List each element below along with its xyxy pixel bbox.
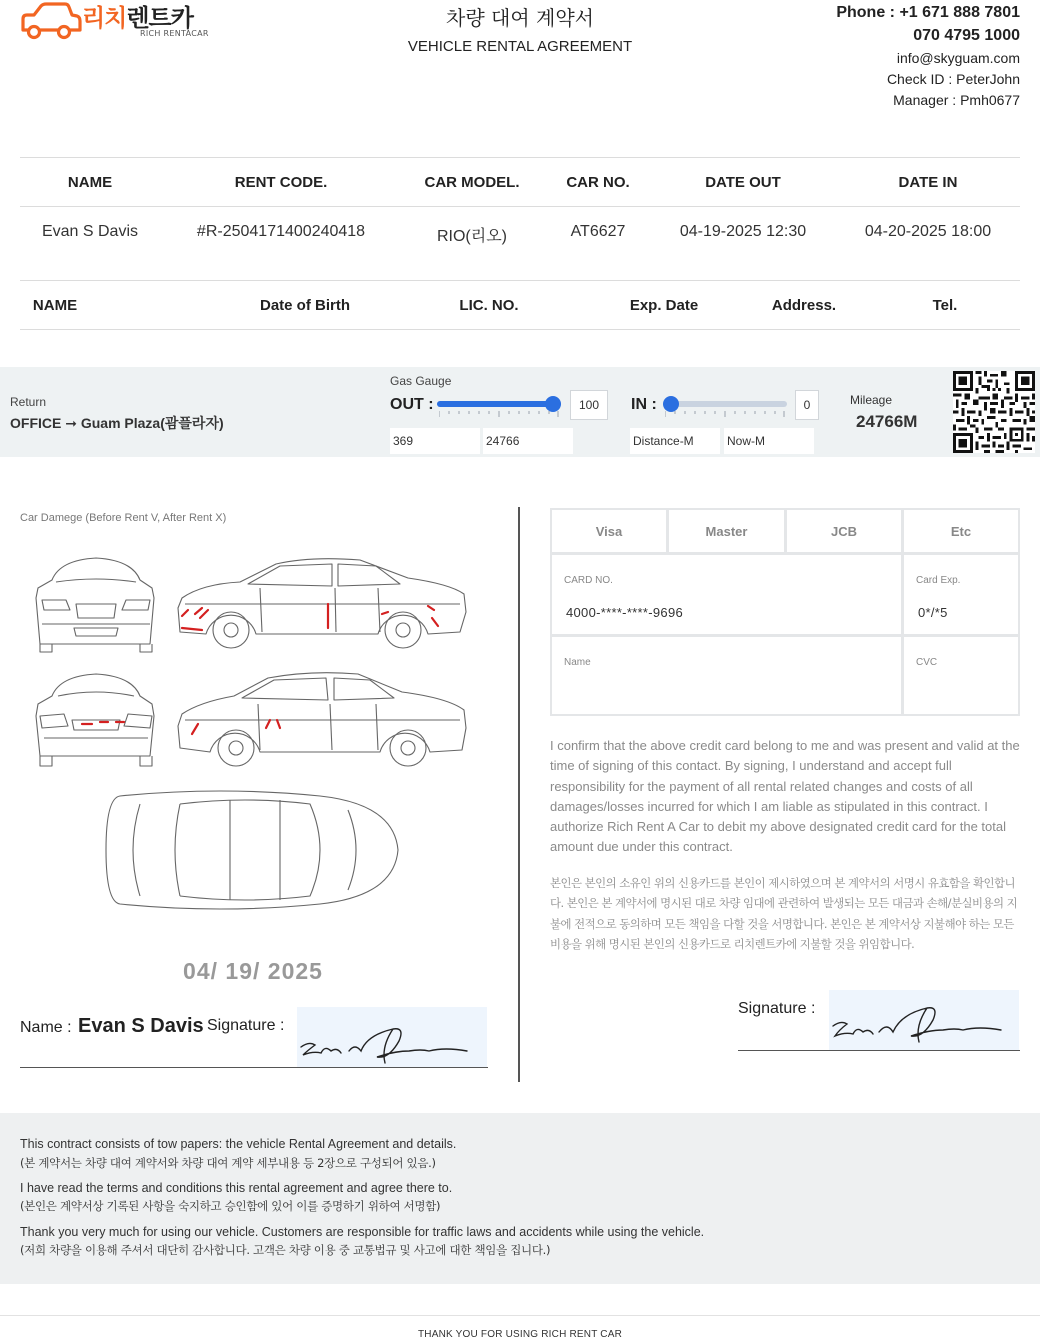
car-front-view-icon <box>36 558 154 652</box>
check-id: Check ID : PeterJohn <box>886 71 1020 87</box>
mileage-value: 24766M <box>856 412 918 431</box>
brand-name-en: RICH RENTACAR <box>140 29 209 38</box>
brand-name-accent: 리치 <box>82 4 127 32</box>
note-2-en: I have read the terms and conditions this rental agreement and agree there to. <box>20 1181 453 1195</box>
rental-header-car-no: CAR NO. <box>566 174 630 191</box>
slider-thumb[interactable] <box>545 396 561 412</box>
note-1-en: This contract consists of tow papers: the vehicle Rental Agreement and details. <box>20 1137 457 1151</box>
driver-header-address: Address. <box>771 297 837 314</box>
card-exp-value: 0*/*5 <box>918 605 948 620</box>
rental-header-date-in: DATE IN <box>898 174 958 191</box>
phone-secondary: 070 4795 1000 <box>913 27 1020 44</box>
out-label: OUT : <box>390 396 434 413</box>
fuel-in-slider[interactable] <box>663 396 791 418</box>
card-type-jcb[interactable]: JCB <box>785 508 903 554</box>
slider-ticks <box>439 411 559 417</box>
signature-pad-left[interactable] <box>297 1007 487 1067</box>
driver-header-exp-date: Exp. Date <box>629 297 699 314</box>
cardholder-name-field[interactable] <box>550 635 903 716</box>
note-2-ko: (본인은 계약서상 기록된 사항을 숙지하고 승인함에 있어 이를 증명하기 위하여 서명함) <box>20 1199 441 1213</box>
out-now-input[interactable]: 24766 <box>483 428 573 454</box>
card-cvc-label: CVC <box>916 657 938 668</box>
signature-pad-right[interactable] <box>829 990 1019 1050</box>
contact-email: info@skyguam.com <box>896 50 1020 66</box>
rental-cell-car-model: RIO(리오) <box>436 228 507 245</box>
rental-header-date-out: DATE OUT <box>705 174 781 191</box>
gas-gauge-label: Gas Gauge <box>390 374 452 388</box>
driver-header-tel: Tel. <box>932 297 958 314</box>
car-side-view-left-icon <box>178 673 466 766</box>
slider-track <box>663 401 787 407</box>
card-exp-label: Card Exp. <box>916 575 961 586</box>
contract-date: 04/ 19/ 2025 <box>183 958 323 984</box>
table-divider <box>20 206 1020 207</box>
signature-label-right: Signature : <box>738 1000 816 1017</box>
driver-header-license: LIC. NO. <box>459 297 519 314</box>
card-type-etc[interactable]: Etc <box>902 508 1020 554</box>
rental-cell-date-in: 04-20-2025 18:00 <box>864 223 992 240</box>
in-now-input[interactable]: Now-M <box>724 428 814 454</box>
signature-line-left <box>20 1067 488 1068</box>
card-exp-field[interactable] <box>902 553 1020 636</box>
section-divider <box>518 507 520 1082</box>
car-logo-icon <box>20 2 82 42</box>
mileage-label: Mileage <box>850 393 893 407</box>
out-distance-input[interactable]: 369 <box>390 428 480 454</box>
brand-logo <box>20 0 230 44</box>
car-rear-view-icon <box>36 674 154 766</box>
renter-name-value: Evan S Davis <box>78 1015 204 1037</box>
consent-text-ko: 본인은 본인의 소유인 위의 신용카드를 본인이 제시하였으며 본 계약서의 서명시 유효함을 확인합니다. 본인은 본 계약서에 명시된 대로 차량 임대에 관련하여 발생되는 모든 대금과 손해/분실비용의 지불에 전적으로 동의하며 모든 책임을 다할 것을 서명합니다. 본인은 본 계약서상 지불해야 하는 모든 비용을 위해 명시된 본인의 신용카드로 리치렌트카에 지불할 것을 위임합니다. <box>550 876 1018 952</box>
car-damage-diagram[interactable] <box>30 548 480 918</box>
card-type-visa[interactable]: Visa <box>550 508 668 554</box>
rental-cell-rent-code: #R-2504171400240418 <box>196 223 366 240</box>
slider-fill <box>437 401 561 407</box>
rental-header-name: NAME <box>67 174 113 191</box>
signature-line-right <box>738 1050 1020 1051</box>
fuel-out-value[interactable]: 100 <box>570 390 608 420</box>
document-title-ko: 차량 대여 계약서 <box>446 6 594 30</box>
footer-divider <box>0 1315 1040 1316</box>
driver-header-name: NAME <box>32 297 78 314</box>
manager-id: Manager : Pmh0677 <box>893 92 1020 108</box>
table-divider <box>20 329 1020 330</box>
qr-code-icon <box>953 371 1035 453</box>
footer-thanks: THANK YOU FOR USING RICH RENT CAR <box>417 1329 623 1340</box>
card-number-field[interactable] <box>550 553 903 636</box>
rental-header-car-model: CAR MODEL. <box>424 174 520 191</box>
note-3-en: Thank you very much for using our vehicle. Customers are responsible for traffic laws and accidents while using the vehicle. <box>20 1225 705 1239</box>
in-label: IN : <box>631 396 657 413</box>
note-1-ko: (본 계약서는 차량 대여 계약서와 차량 대여 계약 세부내용 등 2장으로 구성되어 있음.) <box>20 1156 436 1170</box>
slider-ticks <box>665 411 785 417</box>
driver-header-dob: Date of Birth <box>260 297 350 314</box>
rental-cell-date-out: 04-19-2025 12:30 <box>679 223 807 240</box>
signature-left-icon <box>297 1007 487 1067</box>
phone-primary: Phone : +1 671 888 7801 <box>836 4 1020 21</box>
car-top-view-icon <box>106 791 398 909</box>
fuel-out-slider[interactable] <box>437 396 565 418</box>
table-divider <box>20 280 1020 281</box>
rental-cell-car-no: AT6627 <box>570 223 626 240</box>
in-distance-input[interactable]: Distance-M <box>630 428 720 454</box>
return-label: Return <box>10 395 47 409</box>
slider-thumb[interactable] <box>663 396 679 412</box>
card-type-master[interactable]: Master <box>667 508 786 554</box>
card-number-value: 4000-****-****-9696 <box>566 605 683 620</box>
signature-label-left: Signature : <box>207 1017 285 1034</box>
car-side-view-right-icon <box>178 559 466 648</box>
rental-header-rent-code: RENT CODE. <box>234 174 328 191</box>
card-cvc-field[interactable] <box>902 635 1020 716</box>
table-divider <box>20 157 1020 158</box>
note-3-ko: (저희 차량을 이용해 주셔서 대단히 감사합니다. 고객은 차량 이용 중 교통법규 및 사고에 대한 책임을 집니다.) <box>20 1243 551 1257</box>
consent-text-en: I confirm that the above credit card belong to me and was present and valid at the time of signing of this contact. By signing, I understand and accept full responsibility for the payment of all rental related changes and costs of all damages/losses incurred for which I am liable as stipulated in this contract. I authorize Rich Rent A Car to debit my above designated credit card for the total amount due under this contract. <box>550 738 1020 855</box>
brand-name-rest: 렌트카 <box>126 4 193 32</box>
rental-cell-name: Evan S Davis <box>41 223 139 240</box>
document-title-en: VEHICLE RENTAL AGREEMENT <box>407 38 633 55</box>
damage-caption: Car Damege (Before Rent V, After Rent X) <box>20 512 227 524</box>
fuel-in-value[interactable]: 0 <box>795 390 819 420</box>
card-number-label: CARD NO. <box>564 575 613 586</box>
return-route: OFFICE ➞ Guam Plaza(괌플라자) <box>10 415 224 431</box>
cardholder-name-label: Name <box>564 657 591 668</box>
signature-right-icon <box>829 990 1019 1050</box>
renter-name-label: Name : <box>20 1019 72 1036</box>
